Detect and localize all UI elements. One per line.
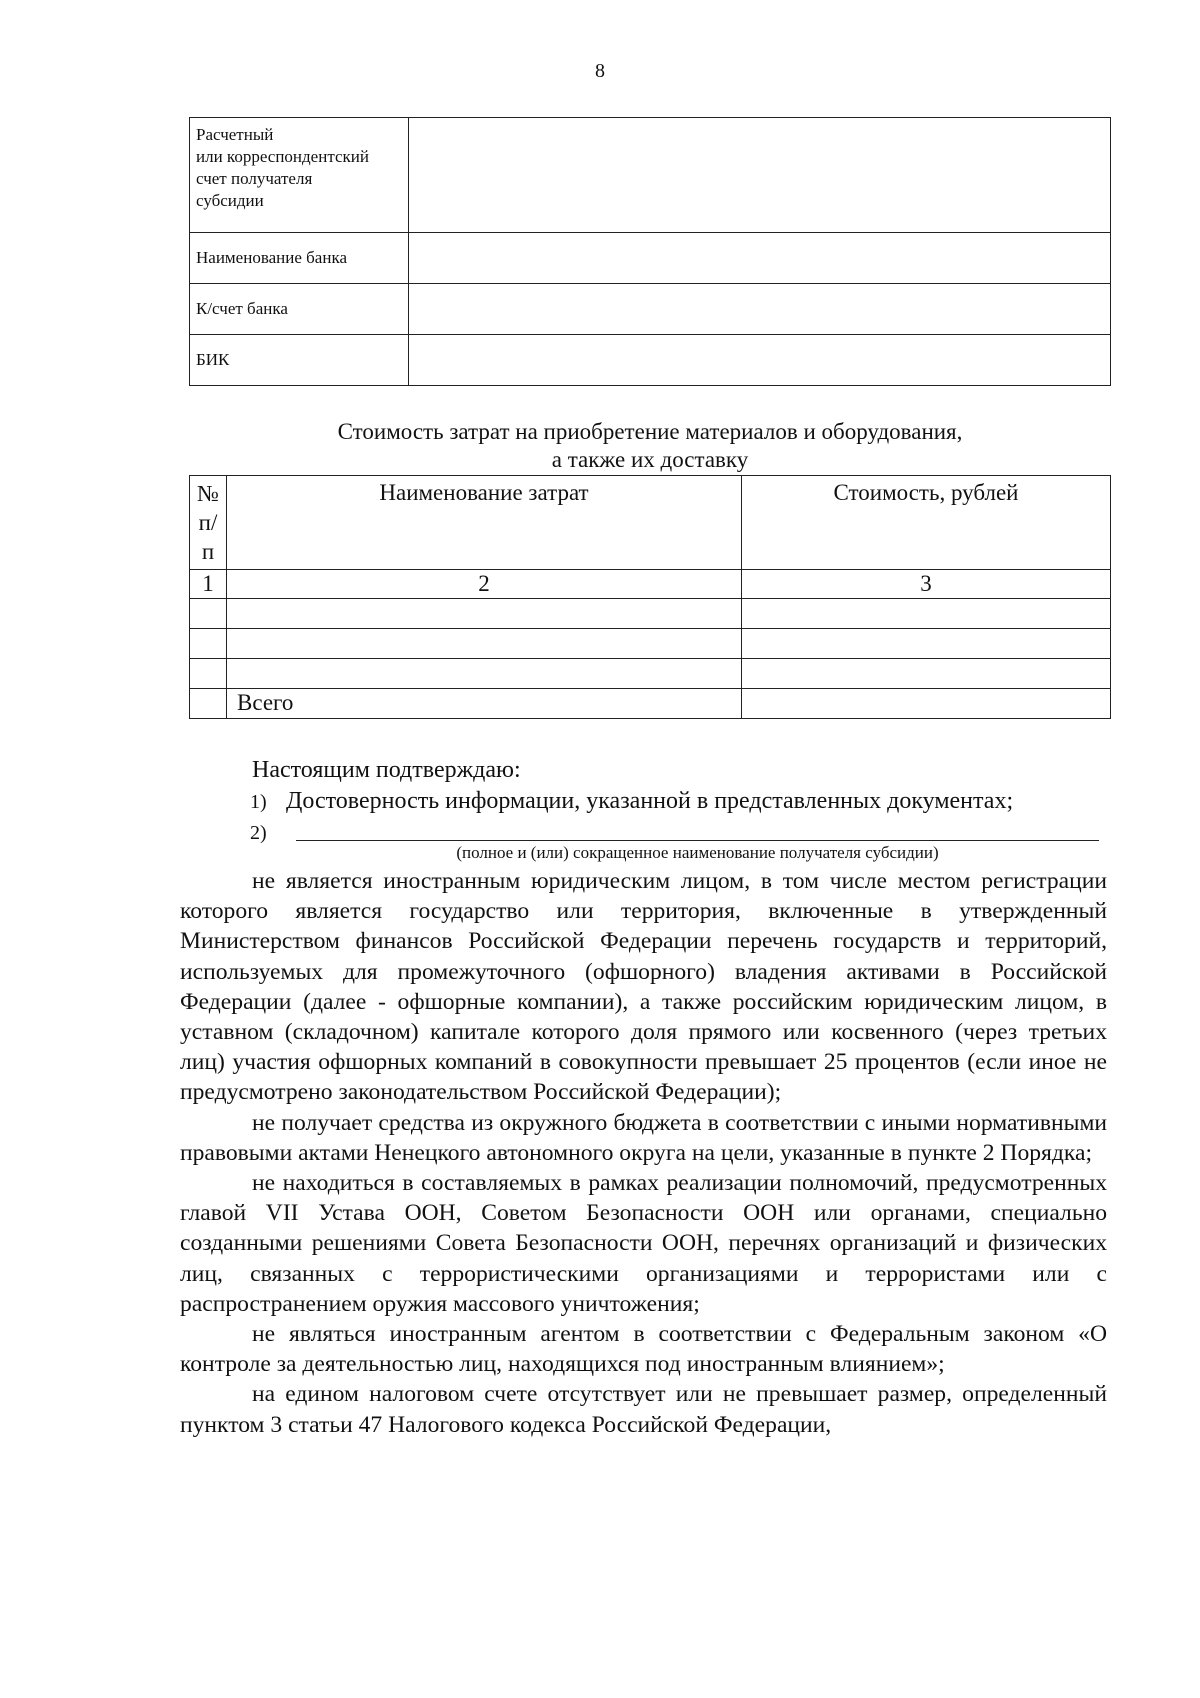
requisite-value-field xyxy=(409,118,1111,233)
bank-requisites-table xyxy=(189,117,1111,386)
table-cell xyxy=(190,599,227,629)
item-number: 1) xyxy=(250,791,267,813)
requisite-label: Наименование банка xyxy=(190,233,409,284)
recipient-caption: (полное и (или) сокращенное наименование получателя субсидии) xyxy=(456,843,939,862)
requisite-value-field xyxy=(409,284,1111,335)
confirmation-item-2 xyxy=(250,817,286,848)
table-row xyxy=(190,118,1111,233)
table-row xyxy=(190,599,1111,629)
table-cell xyxy=(742,659,1111,689)
table-cell xyxy=(227,629,742,659)
recipient-name-line xyxy=(296,840,1099,841)
column-number-cell: 2 xyxy=(227,570,742,599)
column-number-cell: 3 xyxy=(742,570,1111,599)
requisite-label: Расчетный или корреспондентский счет получателя субсидии xyxy=(190,118,409,233)
paragraph: не получает средства из окружного бюджета в соответствии с иными нормативными правовыми актами Ненецкого автономного округа на цели, указанные в пункте 2 Порядка; xyxy=(180,1109,1107,1166)
table-cell xyxy=(227,599,742,629)
requisite-label: К/счет банка xyxy=(190,284,409,335)
requisite-value-field xyxy=(409,335,1111,386)
requisite-value-field xyxy=(409,233,1111,284)
table-cell xyxy=(742,629,1111,659)
column-header-name: Наименование затрат xyxy=(227,476,742,570)
confirmation-item-1 xyxy=(250,786,1013,817)
item-number: 2) xyxy=(250,822,267,844)
item-text: Достоверность информации, указанной в представленных документах; xyxy=(286,788,1014,814)
page-number: 8 xyxy=(595,60,605,82)
column-header-number: № п/ п xyxy=(190,476,227,570)
paragraph: не являться иностранным агентом в соответствии с Федеральным законом «О контроле за деятельностью лиц, находящихся под иностранным влиянием»; xyxy=(180,1321,1107,1378)
total-row xyxy=(190,689,1111,719)
table-cell xyxy=(227,659,742,689)
table-row xyxy=(190,335,1111,386)
table-cell xyxy=(742,599,1111,629)
paragraph: на едином налоговом счете отсутствует или не превышает размер, определенный пунктом 3 статьи 47 Налогового кодекса Российской Федерации, xyxy=(180,1381,1107,1438)
requisite-label: БИК xyxy=(190,335,409,386)
confirmation-intro: Настоящим подтверждаю: xyxy=(252,757,521,783)
cost-section-title-line2: а также их доставку xyxy=(551,447,749,472)
paragraph: не является иностранным юридическим лицом, в том числе местом регистрации которого является государство или территория, включенные в утвержденный Министерством финансов Российской Федерации перечень государств и территорий, используемых для промежуточного (офшорного) владения активами в Российской Федерации (далее - офшорные компании), а также российским юридическим лицом, в уставном (складочном) капитале которого доля прямого или косвенного (через третьих лиц) участия офшорных компаний в совокупности превышает 25 процентов (если иное не предусмотрено законодательством Российской Федерации); xyxy=(180,868,1107,1106)
table-cell xyxy=(190,629,227,659)
table-row xyxy=(190,629,1111,659)
column-header-cost: Стоимость, рублей xyxy=(742,476,1111,570)
total-label: Всего xyxy=(227,689,742,719)
table-cell xyxy=(190,659,227,689)
total-value-cell xyxy=(742,689,1111,719)
table-row xyxy=(190,659,1111,689)
paragraph: не находиться в составляемых в рамках реализации полномочий, предусмотренных главой VII Устава ООН, Советом Безопасности ООН или органами, специально созданными решениями Совета Безопасности ООН, перечнях организаций и физических лиц, связанных с террористическими организациями и террористами или с распространением оружия массового уничтожения; xyxy=(180,1170,1107,1317)
table-cell xyxy=(190,689,227,719)
column-number-cell: 1 xyxy=(190,570,227,599)
body-text xyxy=(180,866,1107,1440)
table-row xyxy=(190,284,1111,335)
table-row xyxy=(190,233,1111,284)
table-row xyxy=(190,570,1111,599)
cost-section-title: Стоимость затрат на приобретение материалов и оборудования, xyxy=(337,419,963,444)
table-header-row xyxy=(190,476,1111,570)
cost-table xyxy=(189,475,1111,719)
